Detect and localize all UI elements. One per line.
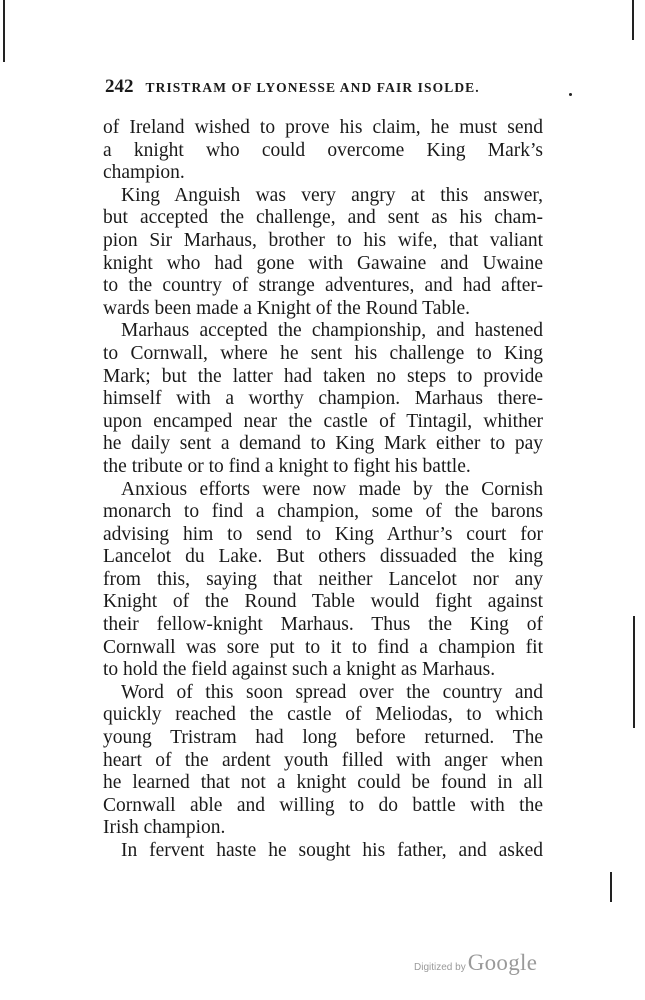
page-number: 242 <box>105 76 134 97</box>
text-line: young Tristram had long before returned. The <box>103 727 543 749</box>
digitized-by-label: Digitized by <box>414 962 466 973</box>
text-line: upon encamped near the castle of Tintagil, whither <box>103 410 543 432</box>
paragraph <box>103 840 543 863</box>
scan-edge-mark <box>3 0 5 62</box>
scan-speck <box>569 93 572 96</box>
scan-edge-mark <box>633 616 635 728</box>
text-line: their fellow-knight Marhaus. Thus the King of <box>103 614 543 636</box>
scan-edge-mark <box>632 0 634 40</box>
text-line: champion. <box>103 162 185 184</box>
text-line: the tribute or to find a knight to fight his battle. <box>103 455 471 477</box>
text-line: King Anguish was very angry at this answer, <box>121 184 543 206</box>
text-line: quickly reached the castle of Meliodas, to which <box>103 704 543 726</box>
text-line: of Ireland wished to prove his claim, he must send <box>103 117 543 138</box>
text-line: wards been made a Knight of the Round Table. <box>103 297 471 319</box>
paragraph <box>103 117 543 185</box>
running-head <box>105 76 545 98</box>
paragraph <box>103 682 543 840</box>
paragraph <box>103 479 543 682</box>
digitized-watermark <box>414 950 537 976</box>
text-line: himself with a worthy champion. Marhaus there- <box>103 388 543 410</box>
text-line: to Cornwall, where he sent his challenge to King <box>103 342 543 364</box>
text-line: Cornwall able and willing to do battle with the <box>103 794 543 816</box>
body-text <box>103 117 543 863</box>
text-line: pion Sir Marhaus, brother to his wife, that valiant <box>103 229 543 251</box>
paragraph <box>103 185 543 321</box>
paragraph <box>103 320 543 478</box>
text-line: advising him to send to King Arthur’s court for <box>103 523 543 545</box>
text-line: Word of this soon spread over the country and <box>121 681 543 703</box>
text-line: In fervent haste he sought his father, and asked <box>121 840 543 861</box>
text-line: knight who had gone with Gawaine and Uwaine <box>103 252 543 274</box>
text-line: Mark; but the latter had taken no steps to provide <box>103 365 543 387</box>
running-title: TRISTRAM OF LYONESSE AND FAIR ISOLDE. <box>145 80 480 95</box>
text-line: to hold the field against such a knight as Marhaus. <box>103 659 496 681</box>
scan-edge-mark <box>610 872 612 902</box>
google-logo: Google <box>467 950 538 975</box>
text-line: Anxious efforts were now made by the Cornish <box>121 478 543 500</box>
text-line: to the country of strange adventures, and had after- <box>103 275 543 297</box>
text-line: monarch to find a champion, some of the barons <box>103 501 543 523</box>
text-line: Marhaus accepted the championship, and hastened <box>121 320 543 342</box>
text-line: heart of the ardent youth filled with anger when <box>103 749 543 771</box>
text-line: Knight of the Round Table would fight against <box>103 591 543 613</box>
text-line: but accepted the challenge, and sent as his cham- <box>103 207 543 229</box>
text-line: from this, saying that neither Lancelot nor any <box>103 568 543 590</box>
text-line: a knight who could overcome King Mark’s <box>103 139 543 161</box>
text-line: Cornwall was sore put to it to find a champion fit <box>103 636 543 658</box>
text-line: Lancelot du Lake. But others dissuaded the king <box>103 546 543 568</box>
text-line: he daily sent a demand to King Mark either to pay <box>103 433 543 455</box>
text-line: Irish champion. <box>103 817 226 839</box>
text-line: he learned that not a knight could be found in all <box>103 772 543 794</box>
